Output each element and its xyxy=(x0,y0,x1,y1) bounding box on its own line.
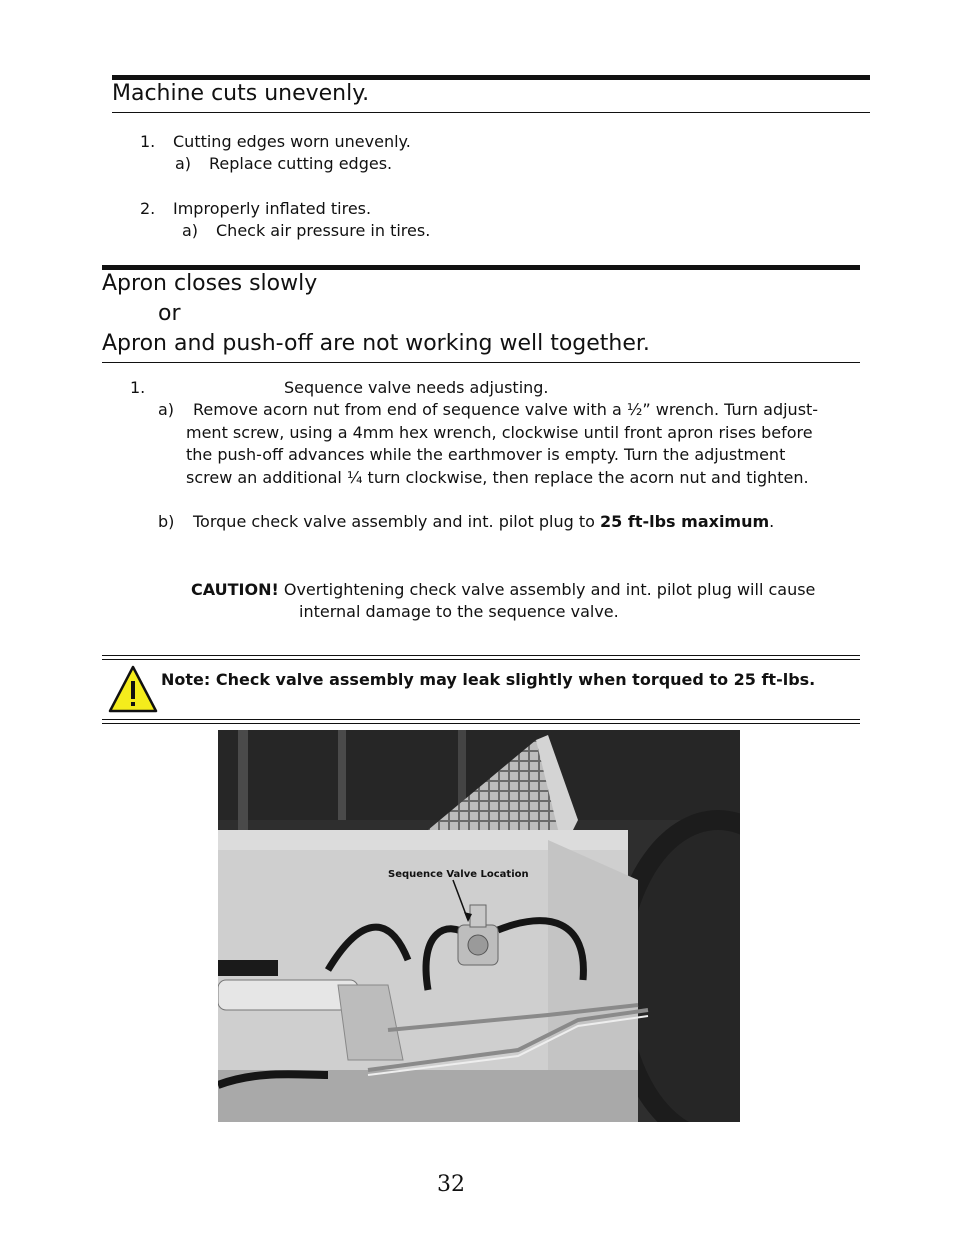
list-item-number: 1. xyxy=(130,378,146,397)
sub-item: Replace cutting edges. xyxy=(209,154,393,173)
sub-item-letter: a) xyxy=(175,154,192,173)
list-item-number: 2. xyxy=(140,199,156,218)
section1-top-rule xyxy=(112,75,870,80)
sub-item-line: ment screw, using a 4mm hex wrench, clockwise until front apron rises before xyxy=(186,423,813,442)
note-text: Note: Check valve assembly may leak slightly when torqued to 25 ft-lbs. xyxy=(161,670,816,689)
torque-end: . xyxy=(769,512,775,531)
list-item: Improperly inflated tires. xyxy=(173,199,372,218)
sub-item: Check air pressure in tires. xyxy=(216,221,431,240)
caution-line1 xyxy=(191,579,815,601)
note-bottom-rule-2 xyxy=(102,723,860,724)
caution-line2: internal damage to the sequence valve. xyxy=(299,602,619,621)
warning-icon xyxy=(107,664,159,714)
section1-bottom-rule xyxy=(112,112,870,113)
sub-item-letter: a) xyxy=(182,221,199,240)
section2-title-line2: Apron and push-off are not working well together. xyxy=(102,331,650,356)
photo-illustration xyxy=(218,730,740,1122)
sub-item-line: the push-off advances while the earthmover is empty. Turn the adjustment xyxy=(186,445,786,464)
section1-title: Machine cuts unevenly. xyxy=(112,81,370,106)
sub-item-letter: b) xyxy=(158,512,175,531)
torque-text: Torque check valve assembly and int. pilot plug to xyxy=(193,512,601,531)
list-item: Cutting edges worn unevenly. xyxy=(173,132,411,151)
sequence-valve-photo xyxy=(218,730,740,1122)
sub-item xyxy=(193,511,774,533)
list-item-number: 1. xyxy=(140,132,156,151)
sub-item-line: screw an additional ¼ turn clockwise, then replace the acorn nut and tighten. xyxy=(186,468,809,487)
photo-label: Sequence Valve Location xyxy=(388,869,529,880)
sub-item-letter: a) xyxy=(158,400,175,419)
torque-value: 25 ft-lbs maximum xyxy=(600,512,770,531)
note-bottom-rule-1 xyxy=(102,719,860,720)
note-top-rule-2 xyxy=(102,659,860,660)
caution-text: Overtightening check valve assembly and int. pilot plug will cause xyxy=(278,580,816,599)
list-item: Sequence valve needs adjusting. xyxy=(284,378,549,397)
section2-bottom-rule xyxy=(102,362,860,363)
page-number: 32 xyxy=(437,1172,465,1197)
section2-top-rule xyxy=(102,265,860,270)
sub-item-line: Remove acorn nut from end of sequence valve with a ½” wrench. Turn adjust- xyxy=(193,400,819,419)
note-top-rule-1 xyxy=(102,655,860,656)
section2-title-line1: Apron closes slowly xyxy=(102,271,318,296)
caution-label: CAUTION! xyxy=(191,580,279,599)
section2-title-or: or xyxy=(158,301,181,326)
